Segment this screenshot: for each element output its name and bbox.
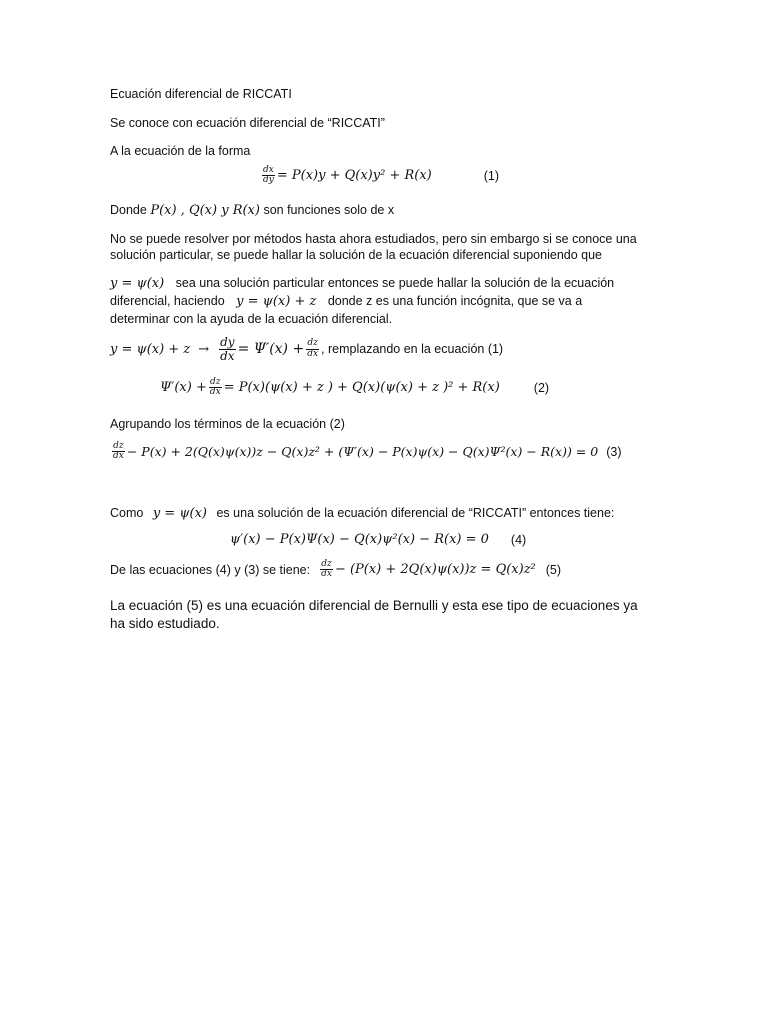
equation-1	[260, 166, 499, 186]
fraction-dz-dx: $\frac{dz}{dx}$	[307, 338, 319, 359]
paragraph-bernulli-line2: ha sido estudiado.	[110, 616, 220, 631]
equation-3-label: (3)	[606, 444, 622, 459]
equation-4-label: (4)	[510, 532, 527, 547]
equation-substitution: y = ψ(x) + z → $\frac{dy}{dx}$ = Ψ′(x) + $\frac{dz}{dx}$ , remplazando en la ecuación (1)	[110, 335, 504, 363]
paragraph-form: A la ecuación de la forma	[110, 144, 251, 158]
paragraph-donde: Donde P(x) , Q(x) y R(x) son funciones solo de x	[110, 203, 395, 218]
paragraph-particular-line2: diferencial, haciendo y = ψ(x) + z donde z es una función incógnita, que se va a	[110, 294, 583, 309]
arrow-icon: →	[198, 341, 210, 357]
equation-1-rhs: = P(x)y + Q(x)y² + R(x)	[276, 168, 432, 184]
paragraph-particular-line3: determinar con la ayuda de la ecuación diferencial.	[110, 312, 393, 326]
paragraph-agrupando: Agrupando los términos de la ecuación (2)	[110, 417, 345, 431]
equation-1-label: (1)	[483, 168, 499, 183]
equation-4: ψ′(x) − P(x)Ψ(x) − Q(x)ψ²(x) − R(x) = 0 (4)	[230, 532, 527, 547]
paragraph-bernulli-line1: La ecuación (5) es una ecuación diferencial de Bernulli y esta ese tipo de ecuaciones ya	[110, 598, 638, 613]
paragraph-particular-line1: y = ψ(x) sea una solución particular entonces se puede hallar la solución de la ecuación	[110, 276, 615, 291]
fraction-dx-dy: $\frac{dx}{dy}$	[263, 165, 274, 186]
paragraph-no-resolver-line2: solución particular, se puede hallar la solución de la ecuación diferencial suponiendo que	[110, 248, 602, 262]
equation-5-label: (5)	[545, 562, 562, 577]
equation-2-label: (2)	[533, 380, 550, 395]
document-title: Ecuación diferencial de RICCATI	[110, 87, 292, 101]
fraction-dz-dx: $\frac{dz}{dx}$	[321, 559, 332, 580]
paragraph-intro: Se conoce con ecuación diferencial de “RICCATI”	[110, 116, 385, 130]
paragraph-no-resolver-line1: No se puede resolver por métodos hasta ahora estudiados, pero sin embargo si se conoce una	[110, 232, 637, 246]
fraction-dy-dx: $\frac{dy}{dx}$	[220, 335, 235, 363]
fraction-dz-dx: $\frac{dz}{dx}$	[113, 441, 124, 462]
equation-2: Ψ′(x) + $\frac{dz}{dx}$ = P(x)(ψ(x) + z ) + Q(x)(ψ(x) + z )² + R(x) (2)	[160, 377, 550, 398]
equation-3: $\frac{dz}{dx}$ − P(x) + 2(Q(x)ψ(x))z − Q(x)z² + (Ψ′(x) − P(x)ψ(x) − Q(x)Ψ²(x) − R(x)) = 0 (3)	[113, 441, 622, 462]
fraction-dz-dx: $\frac{dz}{dx}$	[209, 377, 221, 398]
paragraph-como: Como y = ψ(x) es una solución de la ecuación diferencial de “RICCATI” entonces tiene:	[110, 506, 615, 521]
equation-5-line: De las ecuaciones (4) y (3) se tiene: $\frac{dz}{dx}$ − (P(x) + 2Q(x)ψ(x))z = Q(x)z² (5)	[110, 559, 562, 580]
